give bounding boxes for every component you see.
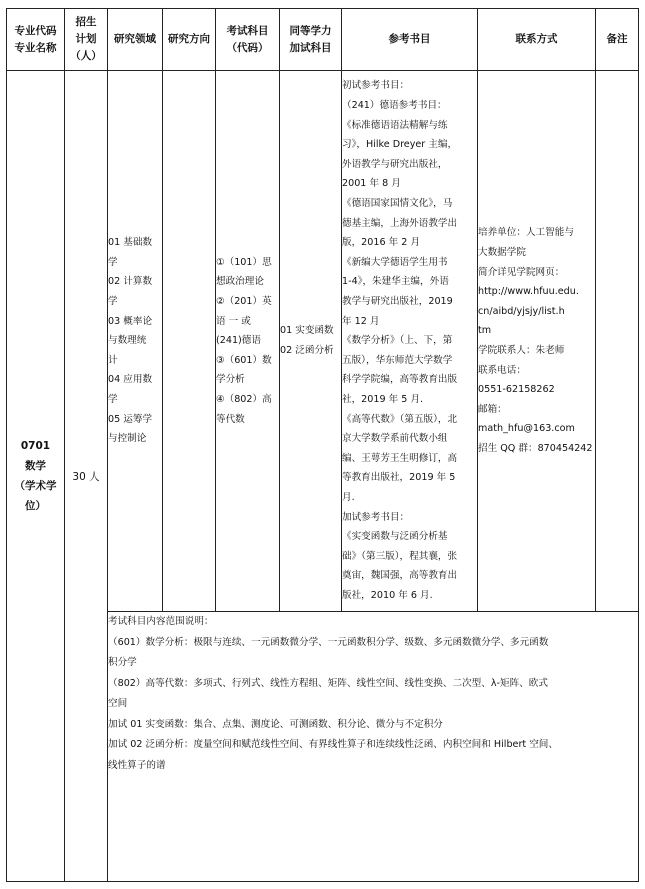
header-note: 备注	[596, 9, 639, 71]
header-books: 参考书目	[342, 9, 478, 71]
header-row	[7, 9, 639, 71]
header-field: 研究领域	[108, 9, 163, 71]
exam-range-description: 考试科目内容范围说明： （601）数学分析：极限与连续、一元函数微分学、一元函数积分学、级数、多元函数微分学、多元函数 积分学 （802）高等代数：多项式、行列式、线性方程组、矩阵、线性空间、线性变换、二次型、λ-矩阵、欧式 空间 加试 01 实变函数：集合、点集、测度论、可测函数、积分论、微分与不定积分 加试 02 泛函分析：度量空间和赋范线性空间、有界线性算子和连续线性泛函、内积空间和 Hilbert 空间、 线性算子的谱	[108, 612, 639, 882]
header-equivalent: 同等学力 加试科目	[280, 9, 342, 71]
program-code-name: 0701 数学 （学术学 位）	[7, 71, 65, 882]
research-direction	[163, 71, 216, 612]
program-quota: 30 人	[65, 71, 108, 882]
research-fields: 01 基础数 学 02 计算数 学 03 概率论 与数理统 计 04 应用数 学 05 运筹学 与控制论	[108, 71, 163, 612]
contact-info: 培养单位：人工智能与 大数据学院 简介详见学院网页： http://www.hfuu.edu. cn/aibd/yjsjy/list.h tm 学院联系人：朱老师 联系电话： 0551-62158262 邮箱： math_hfu@163.com 招生 QQ 群：870454242	[478, 71, 596, 612]
header-contact: 联系方式	[478, 9, 596, 71]
reference-books: 初试参考书目： （241）德语参考书目： 《标准德语语法精解与练 习》，Hilke Dreyer 主编， 外语教学与研究出版社， 2001 年 8 月 《德语国家国情文化》，马 德基主编，上海外语教学出 版，2016 年 2 月 《新编大学德语学生用书 1-4》，朱建华主编，外语 教学与研究出版社，2019 年 12 月 《数学分析》（上、下，第 五版），华东师范大学数学 科学学院编，高等教育出版 社，2019 年 5 月. 《高等代数》（第五版），北 京大学数学系前代数小组 编、王萼芳王生明修订，高 等教育出版社，2019 年 5 月. 加试参考书目： 《实变函数与泛函分析基 础》（第三版），程其襄，张 奠宙，魏国强，高等教育出 版社，2010 年 6 月.	[342, 71, 478, 612]
note-cell	[596, 71, 639, 612]
header-quota: 招生 计划 （人）	[65, 9, 108, 71]
header-direction: 研究方向	[163, 9, 216, 71]
header-exam: 考试科目 （代码）	[216, 9, 280, 71]
equivalent-subjects: 01 实变函数 02 泛函分析	[280, 71, 342, 612]
header-code-name: 专业代码 专业名称	[7, 9, 65, 71]
exam-subjects: ①（101）思 想政治理论 ②（201）英 语 一 或 (241)德语 ③（601）数 学分析 ④（802）高 等代数	[216, 71, 280, 612]
admissions-table	[6, 8, 639, 882]
program-row	[7, 71, 639, 612]
